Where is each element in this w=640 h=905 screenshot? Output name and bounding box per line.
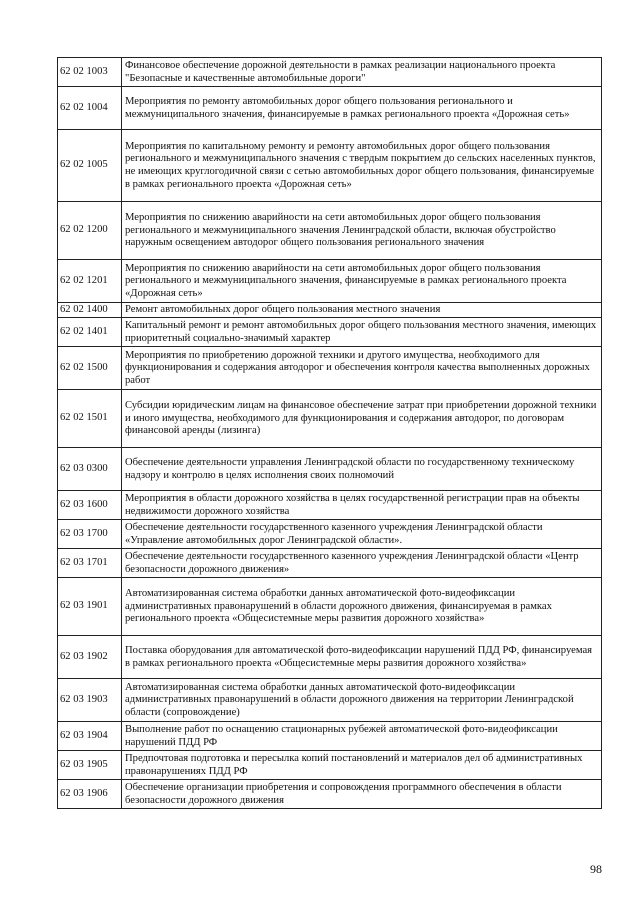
row-description: Капитальный ремонт и ремонт автомобильных дорог общего пользования местного значения, имеющих приоритетный социально-значимый характер	[122, 318, 602, 347]
table-row	[58, 58, 602, 87]
row-code: 62 02 1501	[58, 390, 122, 448]
table-row	[58, 491, 602, 520]
row-description: Обеспечение деятельности управления Ленинградской области по государственному техническому надзору и контролю в целях исполнения своих полномочий	[122, 448, 602, 491]
table-row	[58, 260, 602, 303]
row-code: 62 02 1005	[58, 130, 122, 202]
table-row	[58, 679, 602, 722]
row-code: 62 02 1201	[58, 260, 122, 303]
row-code: 62 03 1902	[58, 636, 122, 679]
budget-codes-table	[57, 57, 602, 809]
row-description: Субсидии юридическим лицам на финансовое обеспечение затрат при приобретении дорожной техники и иного имущества, необходимого для функционирования и содержания автодорог, по договорам финансовой аренды (лизинга)	[122, 390, 602, 448]
row-description: Обеспечение деятельности государственного казенного учреждения Ленинградской области «Управление автомобильных дорог Ленинградской области».	[122, 520, 602, 549]
row-code: 62 02 1400	[58, 303, 122, 318]
row-code: 62 03 1700	[58, 520, 122, 549]
table-row	[58, 578, 602, 636]
row-code: 62 03 0300	[58, 448, 122, 491]
row-description: Мероприятия по капитальному ремонту и ремонту автомобильных дорог общего пользования регионального и межмуниципального значения с твердым покрытием до сельских населенных пунктов, не имеющих круглогодичной связи с сетью автомобильных дорог общего пользования, финансируемые в рамках регионального проекта «Дорожная сеть»	[122, 130, 602, 202]
row-description: Мероприятия по снижению аварийности на сети автомобильных дорог общего пользования регионального и межмуниципального значения Ленинградской области, включая обустройство наружным освещением автодорог общего пользования регионального значения	[122, 202, 602, 260]
table-row	[58, 303, 602, 318]
table-row	[58, 87, 602, 130]
row-description: Мероприятия по снижению аварийности на сети автомобильных дорог общего пользования регионального и межмуниципального значения, финансируемые в рамках регионального проекта «Дорожная сеть»	[122, 260, 602, 303]
table-row	[58, 636, 602, 679]
row-code: 62 02 1200	[58, 202, 122, 260]
table-row	[58, 780, 602, 809]
row-description: Ремонт автомобильных дорог общего пользования местного значения	[122, 303, 602, 318]
table-row	[58, 130, 602, 202]
row-description: Мероприятия по ремонту автомобильных дорог общего пользования регионального и межмуниципального значения, финансируемые в рамках регионального проекта «Дорожная сеть»	[122, 87, 602, 130]
row-description: Автоматизированная система обработки данных автоматической фото-видеофиксации административных правонарушений в области дорожного движения, финансируемая в рамках регионального проекта «Общесистемные меры развития дорожного хозяйства»	[122, 578, 602, 636]
row-code: 62 03 1901	[58, 578, 122, 636]
row-description: Мероприятия по приобретению дорожной техники и другого имущества, необходимого для функционирования и содержания автодорог и обеспечения контроля качества выполненных дорожных работ	[122, 347, 602, 390]
table-body	[58, 58, 602, 809]
row-description: Выполнение работ по оснащению стационарных рубежей автоматической фото-видеофиксации нарушений ПДД РФ	[122, 722, 602, 751]
table-row	[58, 347, 602, 390]
row-code: 62 03 1903	[58, 679, 122, 722]
table-row	[58, 520, 602, 549]
row-code: 62 02 1004	[58, 87, 122, 130]
table-row	[58, 549, 602, 578]
row-description: Финансовое обеспечение дорожной деятельности в рамках реализации национального проекта "Безопасные и качественные автомобильные дороги"	[122, 58, 602, 87]
table-row	[58, 202, 602, 260]
table-row	[58, 448, 602, 491]
table-row	[58, 751, 602, 780]
row-code: 62 03 1904	[58, 722, 122, 751]
row-description: Мероприятия в области дорожного хозяйства в целях государственной регистрации прав на объекты недвижимости дорожного хозяйства	[122, 491, 602, 520]
row-code: 62 02 1500	[58, 347, 122, 390]
page-number: 98	[590, 862, 602, 876]
row-description: Поставка оборудования для автоматической фото-видеофиксации нарушений ПДД РФ, финансируемая в рамках регионального проекта «Общесистемные меры развития дорожного хозяйства»	[122, 636, 602, 679]
table-row	[58, 722, 602, 751]
row-code: 62 02 1401	[58, 318, 122, 347]
table-row	[58, 318, 602, 347]
row-description: Обеспечение организации приобретения и сопровождения программного обеспечения в области безопасности дорожного движения	[122, 780, 602, 809]
row-code: 62 03 1906	[58, 780, 122, 809]
row-description: Автоматизированная система обработки данных автоматической фото-видеофиксации административных правонарушений в области дорожного движения на территории Ленинградской области (сопровождение)	[122, 679, 602, 722]
table-row	[58, 390, 602, 448]
row-code: 62 02 1003	[58, 58, 122, 87]
row-description: Предпочтовая подготовка и пересылка копий постановлений и материалов дел об административных правонарушениях ПДД РФ	[122, 751, 602, 780]
row-code: 62 03 1600	[58, 491, 122, 520]
row-code: 62 03 1905	[58, 751, 122, 780]
row-description: Обеспечение деятельности государственного казенного учреждения Ленинградской области «Центр безопасности дорожного движения»	[122, 549, 602, 578]
row-code: 62 03 1701	[58, 549, 122, 578]
